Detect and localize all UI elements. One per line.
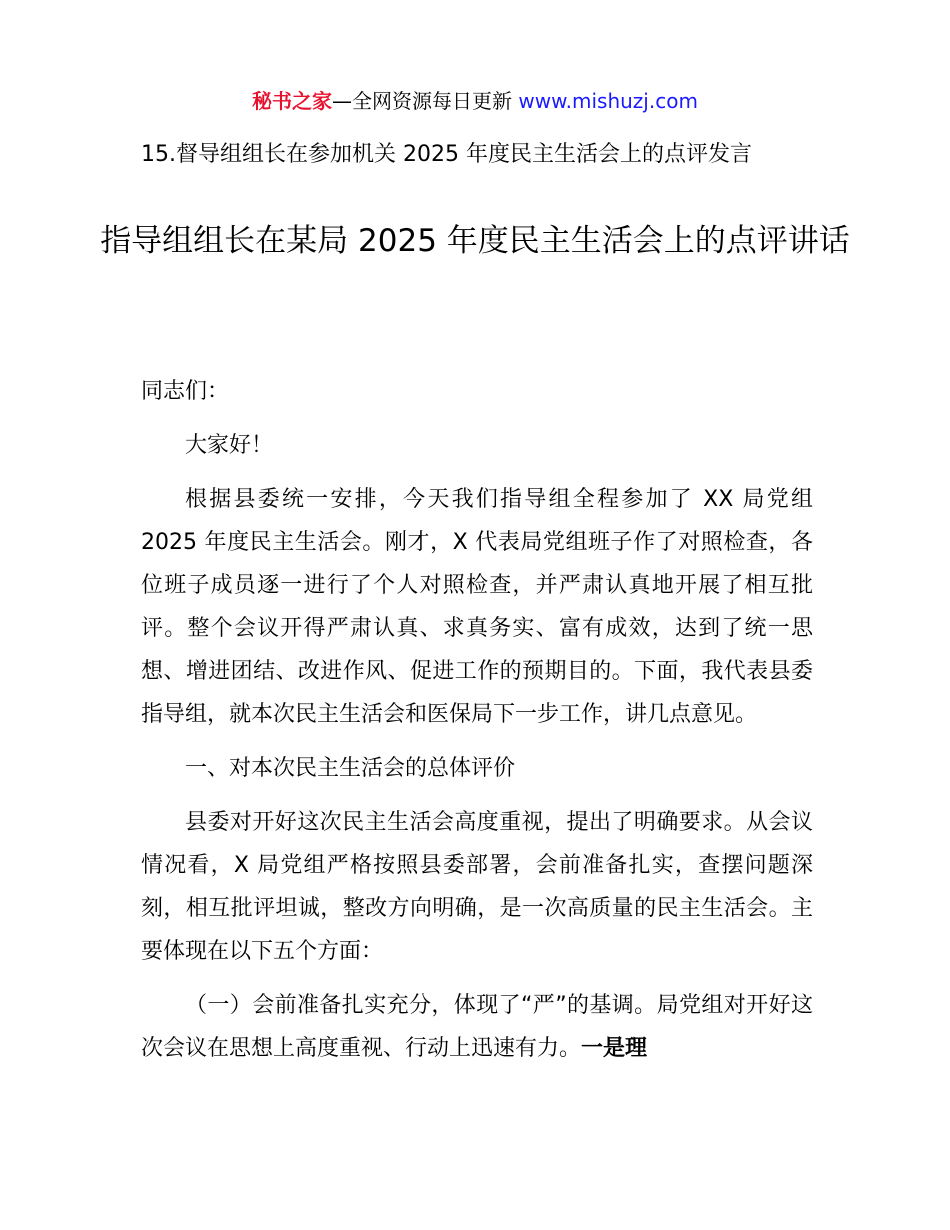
section-heading: 一、对本次民主生活会的总体评价 [185, 756, 516, 781]
point-one-text: （一）会前准备扎实充分，体现了“严”的基调。局党组对开好这次会议在思想上高度重视、行动上迅速有力。 [141, 993, 813, 1061]
brand-name: 秘书之家 [252, 89, 333, 113]
point-one-bold-tail: 一是理 [581, 1036, 648, 1061]
paragraph-point-one [141, 984, 813, 1070]
document-body [141, 370, 813, 1081]
greeting: 大家好！ [185, 433, 274, 458]
header-tagline: —全网资源每日更新 [332, 89, 519, 113]
main-title: 指导组组长在某局 2025 年度民主生活会上的点评讲话 [100, 223, 850, 259]
paragraph-evaluation: 县委对开好这次民主生活会高度重视，提出了明确要求。从会议情况看，X 局党组严格按照县委部署，会前准备扎实，查摆问题深刻，相互批评坦诚，整改方向明确，是一次高质量的民主生活会。主要体现在以下五个方面： [141, 810, 813, 964]
paragraph-intro: 根据县委统一安排，今天我们指导组全程参加了 XX 局党组 2025 年度民主生活会。刚才，X 代表局党组班子作了对照检查，各位班子成员逐一进行了个人对照检查，并严肃认真地开展了相互批评。整个会议开得严肃认真、求真务实、富有成效，达到了统一思想、增进团结、改进作风、促进工作的预期目的。下面，我代表县委指导组，就本次民主生活会和医保局下一步工作，讲几点意见。 [141, 487, 813, 727]
salutation: 同志们： [141, 379, 230, 404]
site-header [0, 86, 950, 116]
document-item-title: 15.督导组组长在参加机关 2025 年度民主生活会上的点评发言 [141, 142, 752, 167]
site-link[interactable]: www.mishuzj.com [518, 89, 698, 113]
